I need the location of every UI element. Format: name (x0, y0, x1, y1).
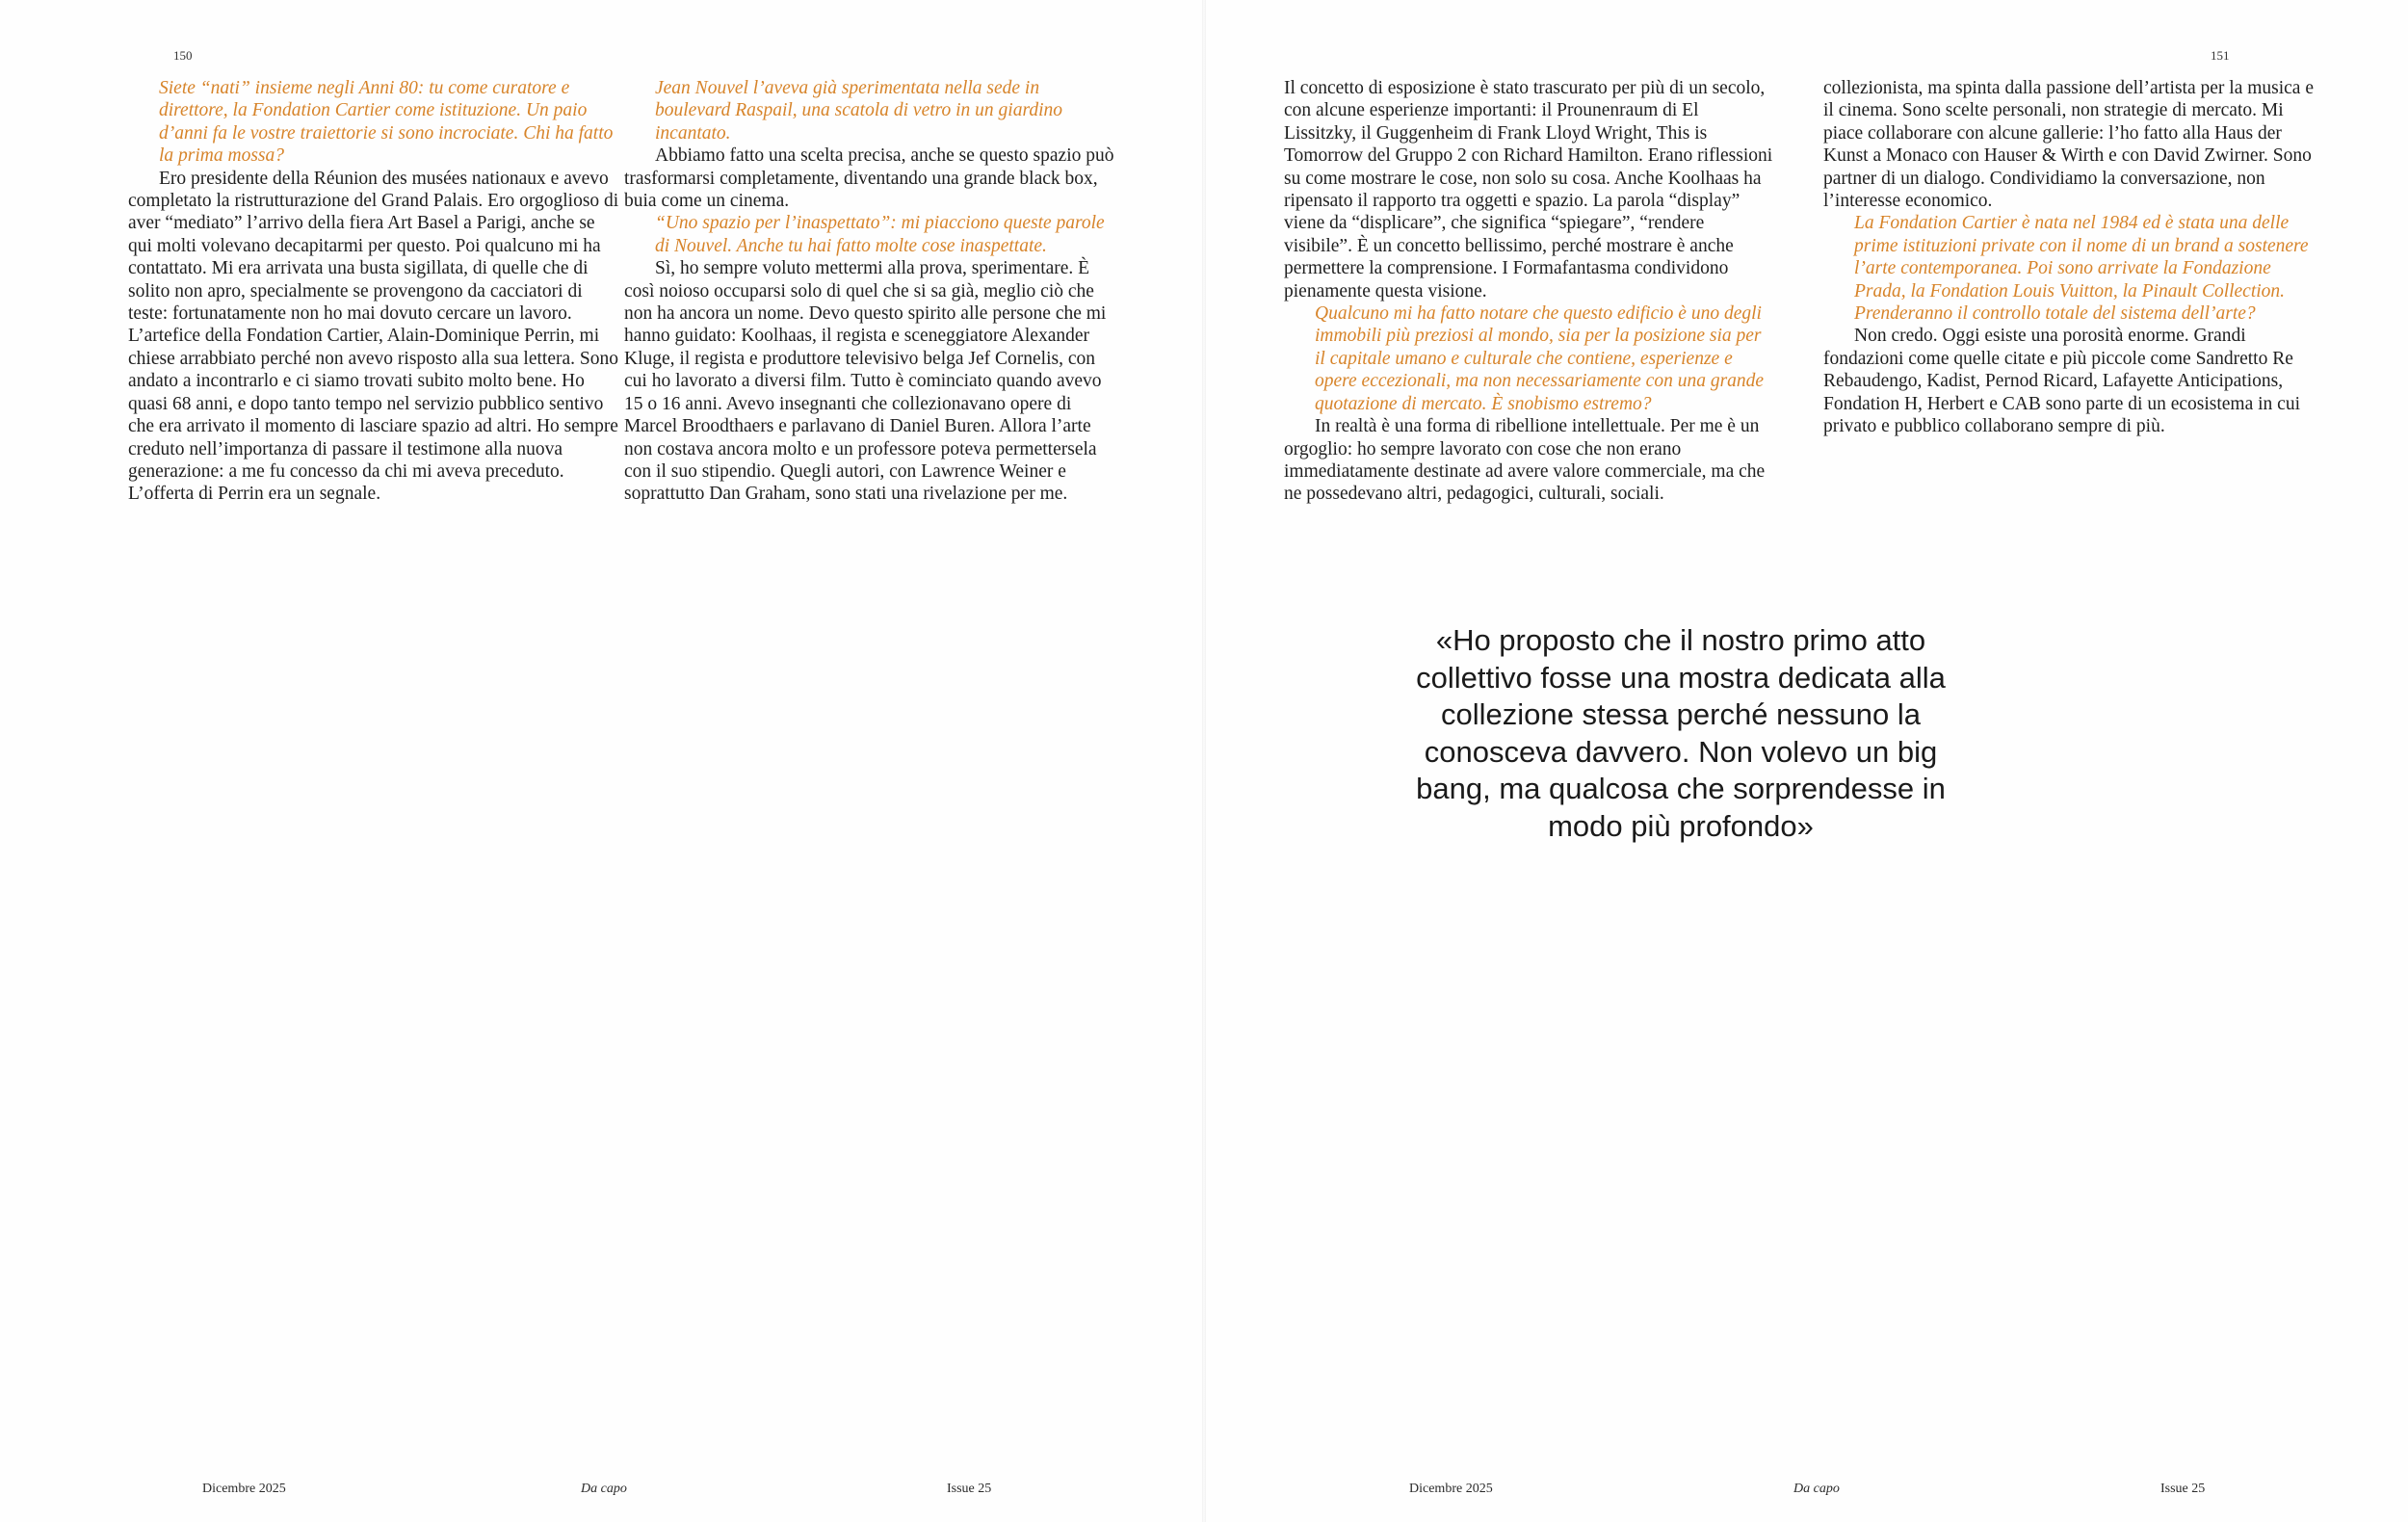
left-column-1 (128, 77, 619, 506)
page-number: 151 (2211, 48, 2230, 63)
pull-quote: «Ho proposto che il nostro primo atto collettivo fosse una mostra dedicata alla collezione stessa perché nessuno la conosceva davvero. Non volevo un big bang, ma qualcosa che sorprendesse in modo più profondo» (1397, 617, 1965, 851)
question-paragraph: “Uno spazio per l’inaspettato”: mi piacciono queste parole di Nouvel. Anche tu hai fatto molte cose inaspettate. (655, 213, 1105, 256)
right-column-1 (1284, 77, 1775, 506)
footer-issue: Issue 25 (2160, 1482, 2206, 1496)
left-column-2 (624, 77, 1115, 506)
footer-section: Da capo (581, 1482, 627, 1496)
question-paragraph: La Fondation Cartier è nata nel 1984 ed è stata una delle prime istituzioni private con il nome di un brand a sostenere l’arte contemporanea. Poi sono arrivate la Fondazione Prada, la Fondation Louis Vuitton, la Pinault Collection. Prenderanno il controllo totale del sistema dell’arte? (1854, 213, 2309, 325)
answer-paragraph: Non credo. Oggi esiste una porosità enorme. Grandi fondazioni come quelle citate e più piccole come Sandretto Re Rebaudengo, Kadist, Pernod Ricard, Lafayette Anticipations, Fondation H, Herbert e CAB sono parte di un ecosistema in cui privato e pubblico collaborano sempre di più. (1823, 326, 2300, 437)
answer-paragraph: In realtà è una forma di ribellione intellettuale. Per me è un orgoglio: ho sempre lavorato con cose che non erano immediatamente destinate ad avere valore commerciale, ma che ne possedevano altri, pedagogici, culturali, sociali. (1284, 416, 1766, 505)
question-paragraph: Siete “nati” insieme negli Anni 80: tu come curatore e direttore, la Fondation Cartier come istituzione. Un paio d’anni fa le vostre traiettorie si sono incrociate. Chi ha fatto la prima mossa? (159, 78, 614, 167)
footer-date: Dicembre 2025 (1409, 1482, 1493, 1496)
question-paragraph: Jean Nouvel l’aveva già sperimentata nella sede in boulevard Raspail, una scatola di vetro in un giardino incantato. (655, 78, 1063, 144)
answer-paragraph: Il concetto di esposizione è stato trascurato per più di un secolo, con alcune esperienze importanti: il Prounenraum di El Lissitzky, il Guggenheim di Frank Lloyd Wright, This is Tomorrow del Gruppo 2 con Richard Hamilton. Erano riflessioni su come mostrare le cose, non solo su cosa. Anche Koolhaas ha ripensato il rapporto tra oggetti e spazio. La parola “display” viene da “displicare”, che significa “spiegare”, “rendere visibile”. È un concetto bellissimo, perché mostrare è anche permettere la comprensione. I Formafantasma condividono pienamente questa visione. (1284, 78, 1773, 302)
footer-issue: Issue 25 (947, 1482, 992, 1496)
footer-date: Dicembre 2025 (202, 1482, 286, 1496)
right-column-2 (1823, 77, 2315, 438)
question-paragraph: Qualcuno mi ha fatto notare che questo edificio è uno degli immobili più preziosi al mondo, sia per la posizione sia per il capitale umano e culturale che contiene, esperienze e opere eccezionali, ma non necessariamente con una grande quotazione di mercato. È snobismo estremo? (1315, 303, 1765, 414)
answer-paragraph: Sì, ho sempre voluto mettermi alla prova, sperimentare. È così noioso occuparsi solo di quel che si sa già, meglio ciò che non ha ancora un nome. Devo questo spirito alle persone che mi hanno guidato: Koolhaas, il regista e sceneggiatore Alexander Kluge, il regista e produttore televisivo belga Jef Cornelis, con cui ho lavorato a diversi film. Tutto è cominciato quando avevo 15 o 16 anni. Avevo insegnanti che collezionavano opere di Marcel Broodthaers e parlavano di Daniel Buren. Allora l’arte non costava ancora molto e un professore poteva permettersela con il suo stipendio. Quegli autori, con Lawrence Weiner e soprattutto Dan Graham, sono stati una rivelazione per me. (624, 258, 1107, 505)
answer-paragraph: collezionista, ma spinta dalla passione dell’artista per la musica e il cinema. Sono scelte personali, non strategie di mercato. Mi piace collaborare con alcune gallerie: l’ho fatto alla Haus der Kunst a Monaco con Hauser & Wirth e con David Zwirner. Sono partner di un dialogo. Condividiamo la conversazione, non l’interesse economico. (1823, 78, 2314, 212)
answer-paragraph: Ero presidente della Réunion des musées nationaux e avevo completato la ristrutturazione del Grand Palais. Ero orgoglioso di aver “mediato” l’arrivo della fiera Art Basel a Parigi, anche se qui molti volevano decapitarmi per questo. Poi qualcuno mi ha contattato. Mi era arrivata una busta sigillata, di quelle che di solito non apro, specialmente se provengono da cacciatori di teste: fortunatamente non ho mai dovuto cercare un lavoro. L’artefice della Fondation Cartier, Alain-Dominique Perrin, mi chiese arrabbiato perché non avevo risposto alla sua lettera. Sono andato a incontrarlo e ci siamo trovati subito molto bene. Ho quasi 68 anni, e dopo tanto tempo nel servizio pubblico sentivo che era arrivato il momento di lasciare spazio ad altri. Ho sempre creduto nell’importanza di passare il testimone alla nuova generazione: a me fu concesso da chi mi aveva preceduto. L’offerta di Perrin era un segnale. (128, 168, 619, 505)
footer-section: Da capo (1793, 1482, 1840, 1496)
page-number: 150 (173, 48, 193, 63)
answer-paragraph: Abbiamo fatto una scelta precisa, anche se questo spazio può trasformarsi completamente, diventando una grande black box, buia come un cinema. (624, 145, 1114, 212)
